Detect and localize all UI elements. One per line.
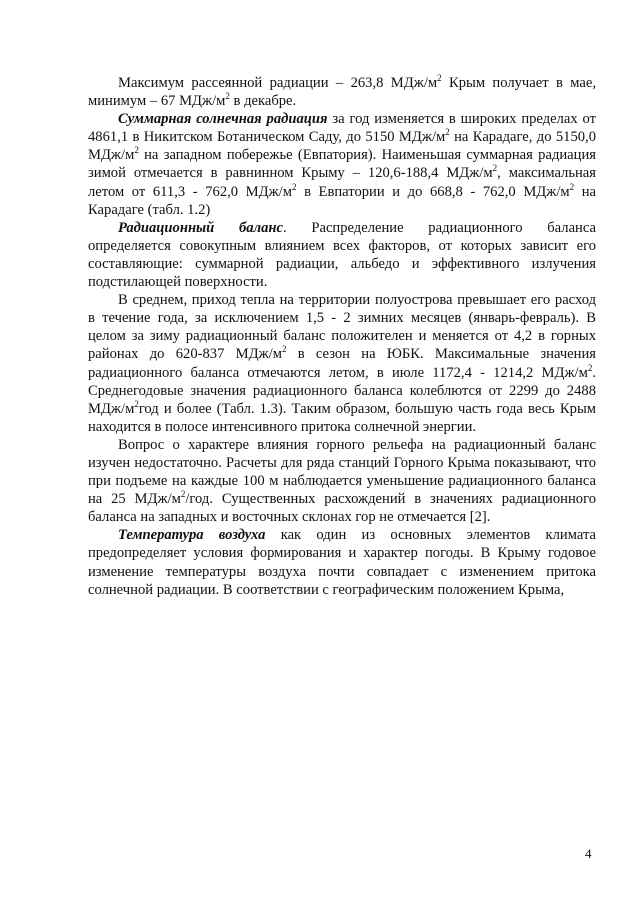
term-total-solar-radiation: Суммарная солнечная радиация	[118, 111, 328, 128]
paragraph-diffuse-radiation: Максимум рассеянной радиации – 263,8 МДж/$м^2$ Крым получает в мае, минимум – 67 МДж/$м^2$ в декабре.	[88, 73, 596, 110]
paragraph-air-temperature: Температура воздуха как один из основных элементов климата предопределяет условия формирования и характер погоды. В Крыму годовое изменение температуры воздуха почти совпадает с изменением притока солнечной радиации. В соответствии с географическим положением Крыма,	[88, 527, 596, 598]
paragraph-heat-income: В среднем, приход тепла на территории полуострова превышает его расход в течение года, за исключением 1,5 - 2 зимних месяцев (январь-февраль). В целом за зиму радиационный баланс положителен и меняется от 4,2 в горных районах до 620-837 МДж/$м^2$ в сезон на ЮБК. Максимальные значения радиационного баланса отмечаются летом, в июле 1172,4 - 1214,2 МДж/$м^2$. Среднегодовые значения радиационного баланса колеблются от 2299 до 2488 МДж/$м^2год$ и более (Табл. 1.3). Таким образом, большую часть года весь Крым находится в полосе интенсивного притока солнечной энергии.	[88, 292, 596, 435]
paragraph-mountain-relief: Вопрос о характере влияния горного рельефа на радиационный баланс изучен недостаточно. Расчеты для ряда станций Горного Крыма показывают, что при подъеме на каждые 100 м наблюдается уменьшение радиационного баланса на 25 МДж/$м^2$/год. Существенных расхождений в значениях радиационного баланса на западных и восточных склонах гор не отмечается [2].	[88, 436, 597, 526]
page-number: 4	[585, 846, 592, 861]
paragraph-total-solar-radiation: Суммарная солнечная радиация за год изменяется в широких пределах от 4861,1 в Никитском Ботаническом Саду, до 5150 МДж/$м^2$ на Карадаге, до 5150,0 МДж/$м^2$ на западном побережье (Евпатория). Наименьшая суммарная радиация зимой отмечается в равнинном Крыму – 120,6-188,4 МДж/$м^2$, максимальная летом от 611,3 - 762,0 МДж/$м^2$ в Евпатории и до 668,8 - 762,0 МДж/$м^2$ на Карадаге (табл. 1.2)	[88, 111, 597, 218]
term-air-temperature: Температура воздуха	[118, 527, 266, 544]
paragraph-radiation-balance: Радиационный баланс. Распределение радиационного баланса определяется совокупным влиянием всех факторов, от которых зависит его составляющие: суммарной радиации, альбедо и эффективного излучения подстилающей поверхности.	[88, 219, 596, 291]
body-text	[88, 74, 596, 599]
term-radiation-balance: Радиационный баланс	[118, 219, 283, 236]
